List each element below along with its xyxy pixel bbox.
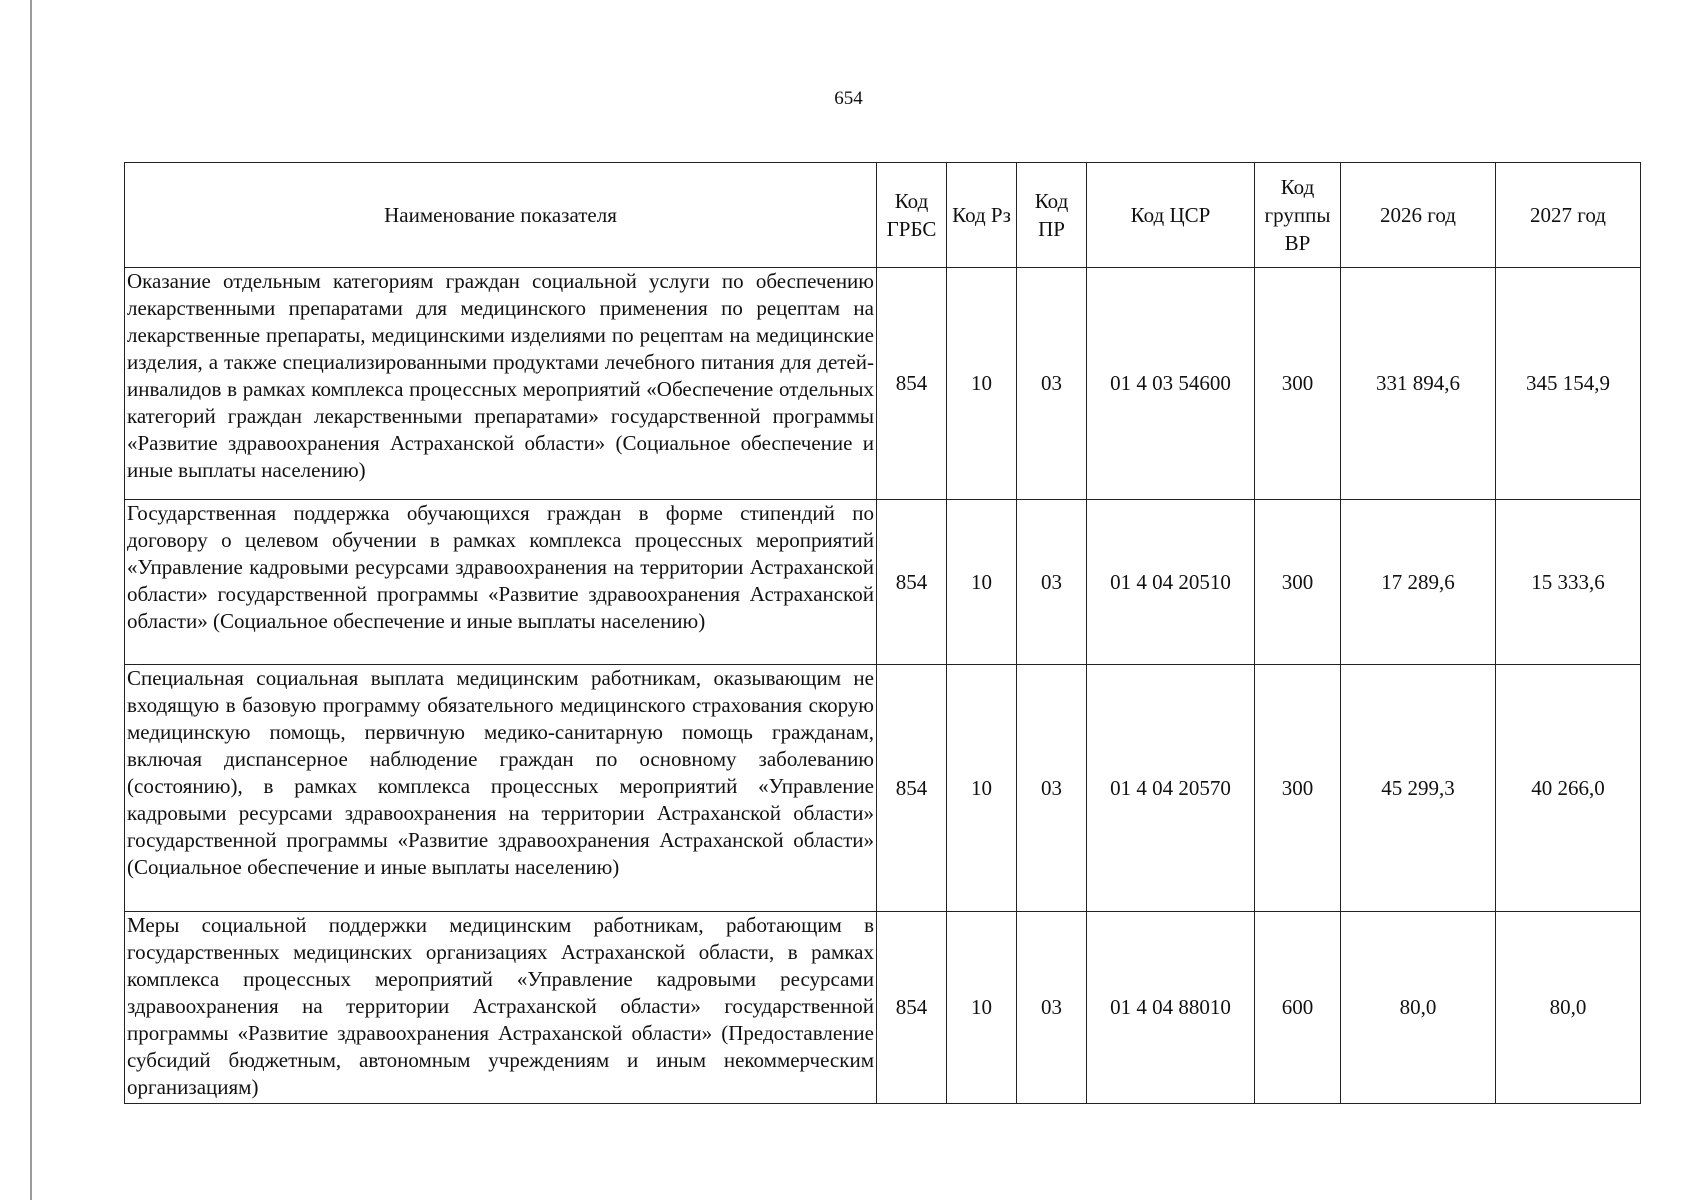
header-csr: Код ЦСР: [1087, 163, 1255, 268]
row-name: Оказание отдельным категориям граждан социальной услуги по обеспечению лекарственными препаратами для медицинского применения по рецептам на лекарственные препараты, медицинскими изделиями по рецептам на медицинские изделия, а также специализированными продуктами лечебного питания для детей-инвалидов в рамках комплекса процессных мероприятий «Обеспечение отдельных категорий граждан лекарственными препаратами» государственной программы «Развитие здравоохранения Астраханской области» (Социальное обеспечение и иные выплаты населению): [125, 268, 877, 500]
header-rz: Код Рз: [947, 163, 1017, 268]
row-pr: 03: [1017, 912, 1087, 1104]
header-name: Наименование показателя: [125, 163, 877, 268]
row-2026: 45 299,3: [1341, 665, 1496, 912]
row-csr: 01 4 04 20510: [1087, 500, 1255, 665]
header-pr: Код ПР: [1017, 163, 1087, 268]
row-rz: 10: [947, 500, 1017, 665]
row-2026: 80,0: [1341, 912, 1496, 1104]
row-rz: 10: [947, 268, 1017, 500]
row-grbs: 854: [877, 912, 947, 1104]
row-csr: 01 4 04 20570: [1087, 665, 1255, 912]
row-name: Государственная поддержка обучающихся граждан в форме стипендий по договору о целевом обучении в рамках комплекса процессных мероприятий «Управление кадровыми ресурсами здравоохранения на территории Астраханской области» государственной программы «Развитие здравоохранения Астраханской области» (Социальное обеспечение и иные выплаты населению): [125, 500, 877, 665]
row-2027: 80,0: [1496, 912, 1641, 1104]
row-2027: 345 154,9: [1496, 268, 1641, 500]
row-grbs: 854: [877, 268, 947, 500]
row-pr: 03: [1017, 500, 1087, 665]
row-vr: 300: [1255, 500, 1341, 665]
row-csr: 01 4 04 88010: [1087, 912, 1255, 1104]
row-grbs: 854: [877, 665, 947, 912]
row-grbs: 854: [877, 500, 947, 665]
header-2026: 2026 год: [1341, 163, 1496, 268]
header-vr: Код группы ВР: [1255, 163, 1341, 268]
row-csr: 01 4 03 54600: [1087, 268, 1255, 500]
table-header-row: [125, 163, 1641, 268]
table-row: [125, 500, 1641, 665]
row-vr: 300: [1255, 665, 1341, 912]
row-rz: 10: [947, 665, 1017, 912]
budget-table: [124, 162, 1641, 1104]
row-pr: 03: [1017, 665, 1087, 912]
row-name: Меры социальной поддержки медицинским работникам, работающим в государственных медицинских организациях Астраханской области, в рамках комплекса процессных мероприятий «Управление кадровыми ресурсами здравоохранения на территории Астраханской области» государственной программы «Развитие здравоохранения Астраханской области» (Предоставление субсидий бюджетным, автономным учреждениям и иным некоммерческим организациям): [125, 912, 877, 1104]
row-name: Специальная социальная выплата медицинским работникам, оказывающим не входящую в базовую программу обязательного медицинского страхования скорую медицинскую помощь, первичную медико-санитарную помощь гражданам, включая диспансерное наблюдение граждан по основному заболеванию (состоянию), в рамках комплекса процессных мероприятий «Управление кадровыми ресурсами здравоохранения на территории Астраханской области» государственной программы «Развитие здравоохранения Астраханской области» (Социальное обеспечение и иные выплаты населению): [125, 665, 877, 912]
table-row: [125, 665, 1641, 912]
row-pr: 03: [1017, 268, 1087, 500]
table-row: [125, 268, 1641, 500]
row-vr: 300: [1255, 268, 1341, 500]
row-2027: 15 333,6: [1496, 500, 1641, 665]
table-row: [125, 912, 1641, 1104]
binding-margin-line: [30, 0, 32, 1200]
row-vr: 600: [1255, 912, 1341, 1104]
row-rz: 10: [947, 912, 1017, 1104]
row-2026: 331 894,6: [1341, 268, 1496, 500]
header-2027: 2027 год: [1496, 163, 1641, 268]
page-number: 654: [834, 88, 863, 109]
row-2027: 40 266,0: [1496, 665, 1641, 912]
row-2026: 17 289,6: [1341, 500, 1496, 665]
header-grbs: Код ГРБС: [877, 163, 947, 268]
